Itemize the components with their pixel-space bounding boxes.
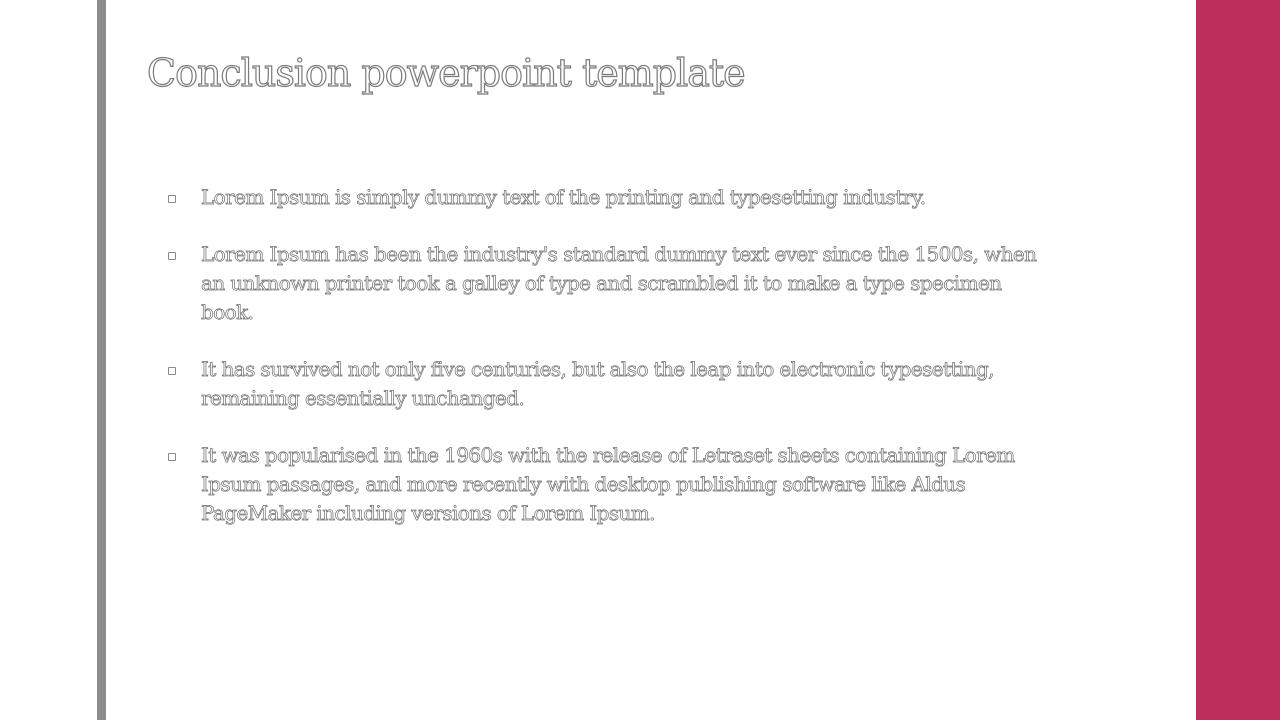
bullet-text: Lorem Ipsum is simply dummy text of the printing and typesetting industry.: [201, 185, 926, 209]
bullet-text: Lorem Ipsum has been the industry's standard dummy text ever since the 1500s, when an unknown printer took a galley of type and scrambled it to make a type specimen book.: [201, 242, 1037, 324]
bullet-item: [168, 240, 1048, 327]
bullet-item: [168, 355, 1048, 413]
slide-title: Conclusion powerpoint template: [147, 51, 745, 95]
bullet-icon: [168, 252, 176, 260]
bullet-icon: [168, 195, 176, 203]
bullet-text: It was popularised in the 1960s with the release of Letraset sheets containing Lorem Ipsum passages, and more recently with desktop publishing software like Aldus PageMaker including versions of Lorem Ipsum.: [201, 443, 1015, 525]
bullet-icon: [168, 453, 176, 461]
bullet-icon: [168, 367, 176, 375]
bullet-list: [168, 183, 1048, 556]
right-accent-band: [1196, 0, 1280, 720]
bullet-item: [168, 441, 1048, 528]
bullet-item: [168, 183, 1048, 212]
bullet-text: It has survived not only five centuries, but also the leap into electronic typesetting, remaining essentially unchanged.: [201, 357, 994, 410]
left-accent-bar: [97, 0, 106, 720]
